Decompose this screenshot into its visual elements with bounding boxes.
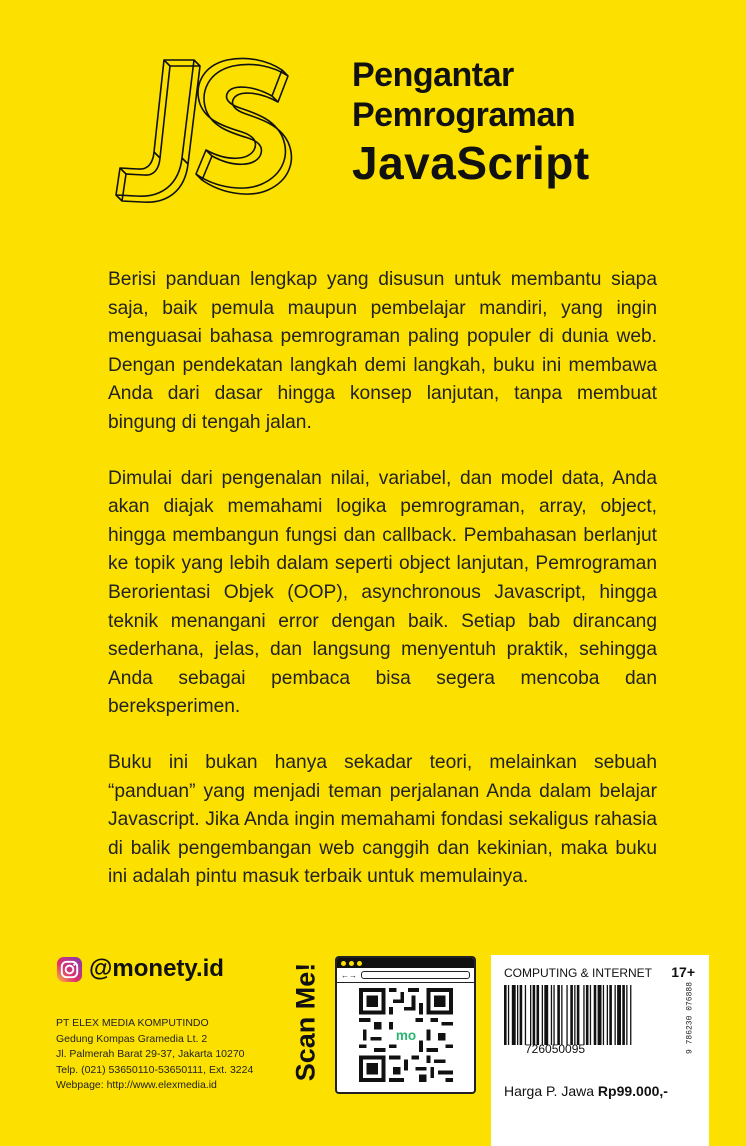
barcode-bar — [504, 985, 507, 1045]
publisher-name: PT ELEX MEDIA KOMPUTINDO — [56, 1017, 209, 1029]
barcode-bar — [525, 985, 526, 1045]
barcode-bar — [586, 985, 589, 1045]
isbn-vertical — [680, 983, 700, 1053]
description-paragraph-2: Dimulai dari pengenalan nilai, variabel, dan model data, Anda akan diajak memahami logika pemrograman, array, object, hingga membangun fungsi dan callback. Pembahasan berlanjut ke topik yang lebih dalam seperti object lanjutan, Pemrograman Berorientasi Objek (OOP), asynchronous Javascript, hingga teknik menangani error dengan baik. Setiap bab dirancang sederhana, jelas, dan langsung menyentuh praktik, sehingga Anda sebagai pembaca bisa segera mencoba dan bereksperimen. — [108, 467, 657, 718]
scan-me-text: Scan Me! — [290, 962, 321, 1082]
description-paragraph-3: Buku ini bukan hanya sekadar teori, melainkan sebuah “panduan” yang menjadi teman perjalanan Anda dalam belajar Javascript. Jika Anda ingin memahami fondasi sekaligus rahasia di balik pengembangan web canggih dan kekinian, maka buku ini adalah pintu masuk terbaik untuk memulainya. — [108, 751, 657, 888]
description-paragraph-1: Berisi panduan lengkap yang disusun untuk membantu siapa saja, baik pemula maupun pembelajar mandiri, yang ingin menguasai bahasa pemrograman paling populer di dunia web. Dengan pendekatan langkah demi langkah, buku ini membawa Anda dari dasar hingga konsep lanjutan, tanpa membuat bingung di tengah jalan. — [108, 269, 657, 433]
barcode-bar — [512, 985, 516, 1045]
barcode-bar — [603, 985, 604, 1045]
publisher-info — [56, 1016, 253, 1094]
title-line-2: Pemrograman — [352, 96, 576, 134]
book-category: COMPUTING & INTERNET — [504, 966, 653, 980]
barcode-bar — [617, 985, 621, 1045]
age-rating: 17+ — [671, 964, 695, 980]
barcode-bar — [551, 985, 552, 1045]
js-logo-icon — [108, 52, 308, 232]
title-line-1: Pengantar — [352, 56, 514, 94]
barcode-bar — [537, 985, 540, 1045]
publisher-phone: Telp. (021) 53650110-53650111, Ext. 3224 — [56, 1063, 254, 1076]
browser-url-bar — [337, 968, 474, 983]
qr-browser-frame — [335, 956, 476, 1094]
barcode-bar — [520, 985, 523, 1045]
barcode-bar — [508, 985, 509, 1045]
barcode-panel — [491, 955, 709, 1146]
barcode-bar — [583, 985, 584, 1045]
barcode-bar — [590, 985, 591, 1045]
scan-me-label — [286, 952, 326, 1092]
barcode-bar — [553, 985, 554, 1045]
barcode-bar — [598, 985, 602, 1045]
price-label: Harga P. Jawa — [504, 1083, 595, 1099]
barcode-number: 726050095 — [525, 1042, 586, 1056]
barcode-bar — [544, 985, 548, 1045]
instagram-icon — [56, 956, 83, 983]
qr-center-logo: mo — [395, 1027, 417, 1043]
barcode-bar — [566, 985, 567, 1045]
price-line — [504, 1083, 668, 1099]
publisher-web: Webpage: http://www.elexmedia.id — [56, 1079, 217, 1092]
barcode-bar — [517, 985, 518, 1045]
barcode-bar — [630, 985, 631, 1045]
book-description — [108, 266, 657, 919]
nav-arrows-icon: ←→ — [341, 970, 357, 980]
price-value: Rp99.000,- — [597, 1083, 668, 1099]
book-title — [352, 56, 590, 189]
barcode-bar — [542, 985, 543, 1045]
qr-code[interactable] — [359, 988, 453, 1082]
barcode-bar — [530, 985, 531, 1045]
isbn-text: 9 786230 076888 — [685, 981, 695, 1055]
barcode-bar — [557, 985, 560, 1045]
barcode-bar — [533, 985, 536, 1045]
publisher-address-2: Jl. Palmerah Barat 29-37, Jakarta 10270 — [56, 1048, 245, 1061]
barcode-bar — [561, 985, 562, 1045]
title-line-3: JavaScript — [352, 137, 590, 189]
barcode-image — [504, 985, 674, 1045]
barcode-bar — [570, 985, 573, 1045]
barcode-bar — [615, 985, 616, 1045]
barcode-bar — [626, 985, 627, 1045]
publisher-address-1: Gedung Kompas Gramedia Lt. 2 — [56, 1032, 208, 1045]
social-handle — [56, 955, 224, 983]
barcode-bar — [574, 985, 575, 1045]
instagram-handle: @monety.id — [89, 955, 224, 982]
barcode-bar — [607, 985, 608, 1045]
browser-title-bar — [337, 958, 474, 968]
barcode-bar — [622, 985, 625, 1045]
barcode-bar — [577, 985, 580, 1045]
url-box — [361, 971, 470, 979]
barcode-bar — [609, 985, 612, 1045]
barcode-bar — [594, 985, 597, 1045]
